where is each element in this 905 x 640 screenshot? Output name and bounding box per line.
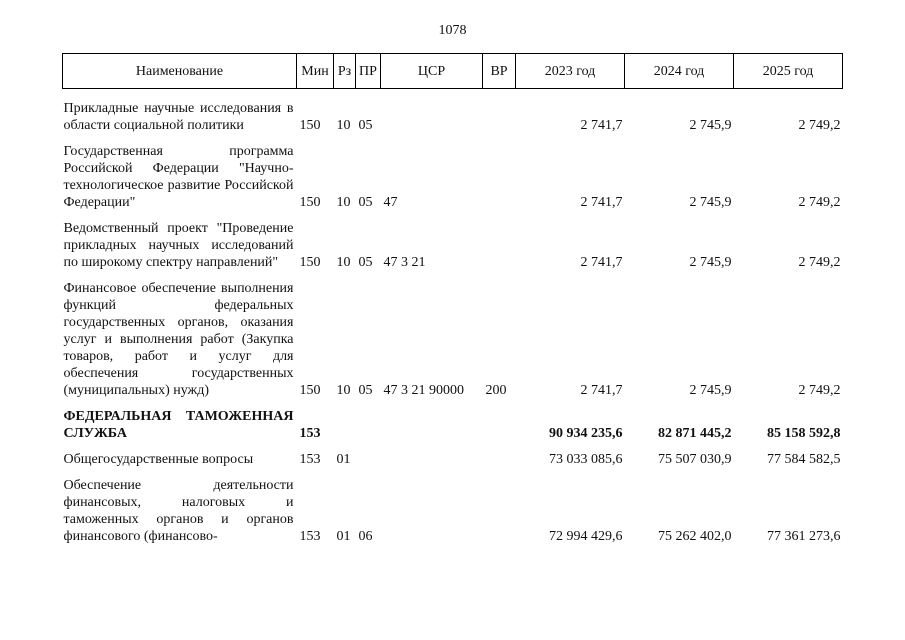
table-row (63, 134, 843, 211)
row-name: ФЕДЕРАЛЬНАЯ ТАМОЖЕННАЯ СЛУЖБА (63, 409, 294, 441)
row-pr: 05 (358, 118, 373, 133)
header-2025: 2025 год (734, 54, 843, 89)
table-row (63, 271, 843, 399)
row-rz (334, 399, 356, 442)
table-row (63, 211, 843, 271)
row-2024: 2 745,9 (689, 255, 732, 270)
row-min: 153 (299, 529, 321, 544)
row-2023: 2 741,7 (580, 383, 623, 398)
row-2023: 2 741,7 (580, 255, 623, 270)
row-csr: 47 3 21 (383, 255, 426, 270)
row-rz: 01 (336, 529, 351, 544)
row-vr (483, 100, 516, 134)
table-row (63, 468, 843, 545)
row-pr (356, 399, 381, 442)
row-name: Ведомственный проект "Проведение прикладных научных исследований по широкому спектру направлений" (63, 221, 294, 270)
row-pr: 05 (358, 195, 373, 210)
header-2024: 2024 год (625, 54, 734, 89)
header-csr: ЦСР (381, 54, 483, 89)
row-vr (483, 134, 516, 211)
page-number: 1078 (438, 23, 467, 38)
row-2024: 75 507 030,9 (658, 452, 732, 467)
row-csr (381, 399, 483, 442)
table-row (63, 399, 843, 442)
row-vr (483, 399, 516, 442)
row-csr (381, 442, 483, 468)
header-rz: Рз (334, 54, 356, 89)
row-2025: 2 749,2 (798, 255, 841, 270)
row-2025: 85 158 592,8 (767, 426, 841, 441)
row-2023: 72 994 429,6 (549, 529, 623, 544)
row-2023: 2 741,7 (580, 118, 623, 133)
row-name: Финансовое обеспечение выполнения функций федеральных государственных органов, оказания услуг и выполнения работ (Закупка товаров, работ и услуг для обеспечения государственных (муниципальных) нужд) (63, 281, 294, 398)
row-csr: 47 3 21 90000 (383, 383, 464, 398)
row-pr (356, 442, 381, 468)
table-header-row (63, 54, 843, 89)
row-2024: 82 871 445,2 (658, 426, 732, 441)
row-2025: 77 361 273,6 (767, 529, 841, 544)
row-2024: 2 745,9 (689, 195, 732, 210)
row-2023: 90 934 235,6 (549, 426, 623, 441)
row-min: 150 (299, 255, 321, 270)
table-row (63, 442, 843, 468)
header-min: Мин (297, 54, 334, 89)
row-2024: 75 262 402,0 (658, 529, 732, 544)
row-2023: 2 741,7 (580, 195, 623, 210)
row-2024: 2 745,9 (689, 118, 732, 133)
row-2025: 77 584 582,5 (767, 452, 841, 467)
row-min: 153 (299, 452, 321, 467)
header-2023: 2023 год (516, 54, 625, 89)
row-min: 150 (299, 118, 321, 133)
row-2023: 73 033 085,6 (549, 452, 623, 467)
header-pr: ПР (356, 54, 381, 89)
row-rz: 10 (336, 255, 351, 270)
row-vr: 200 (485, 383, 507, 398)
row-pr: 05 (358, 383, 373, 398)
row-2025: 2 749,2 (798, 195, 841, 210)
row-min: 153 (299, 426, 321, 441)
row-pr: 06 (358, 529, 373, 544)
row-name: Прикладные научные исследования в области социальной политики (63, 101, 294, 133)
row-csr (381, 468, 483, 545)
table-row (63, 100, 843, 134)
header-vr: ВР (483, 54, 516, 89)
row-2025: 2 749,2 (798, 118, 841, 133)
row-name: Обеспечение деятельности финансовых, налоговых и таможенных органов и органов финансового (финансово- (63, 478, 294, 544)
row-2024: 2 745,9 (689, 383, 732, 398)
row-rz: 10 (336, 195, 351, 210)
row-2025: 2 749,2 (798, 383, 841, 398)
row-min: 150 (299, 195, 321, 210)
row-vr (483, 468, 516, 545)
row-name: Государственная программа Российской Федерации "Научно-технологическое развитие Российской Федерации" (63, 144, 294, 210)
row-pr: 05 (358, 255, 373, 270)
row-min: 150 (299, 383, 321, 398)
row-csr: 47 (383, 195, 398, 210)
row-csr (381, 100, 483, 134)
row-vr (483, 211, 516, 271)
row-name: Общегосударственные вопросы (63, 452, 254, 467)
header-name: Наименование (63, 54, 297, 89)
row-rz: 10 (336, 383, 351, 398)
row-rz: 10 (336, 118, 351, 133)
budget-table (62, 53, 843, 545)
row-vr (483, 442, 516, 468)
row-rz: 01 (336, 452, 351, 467)
